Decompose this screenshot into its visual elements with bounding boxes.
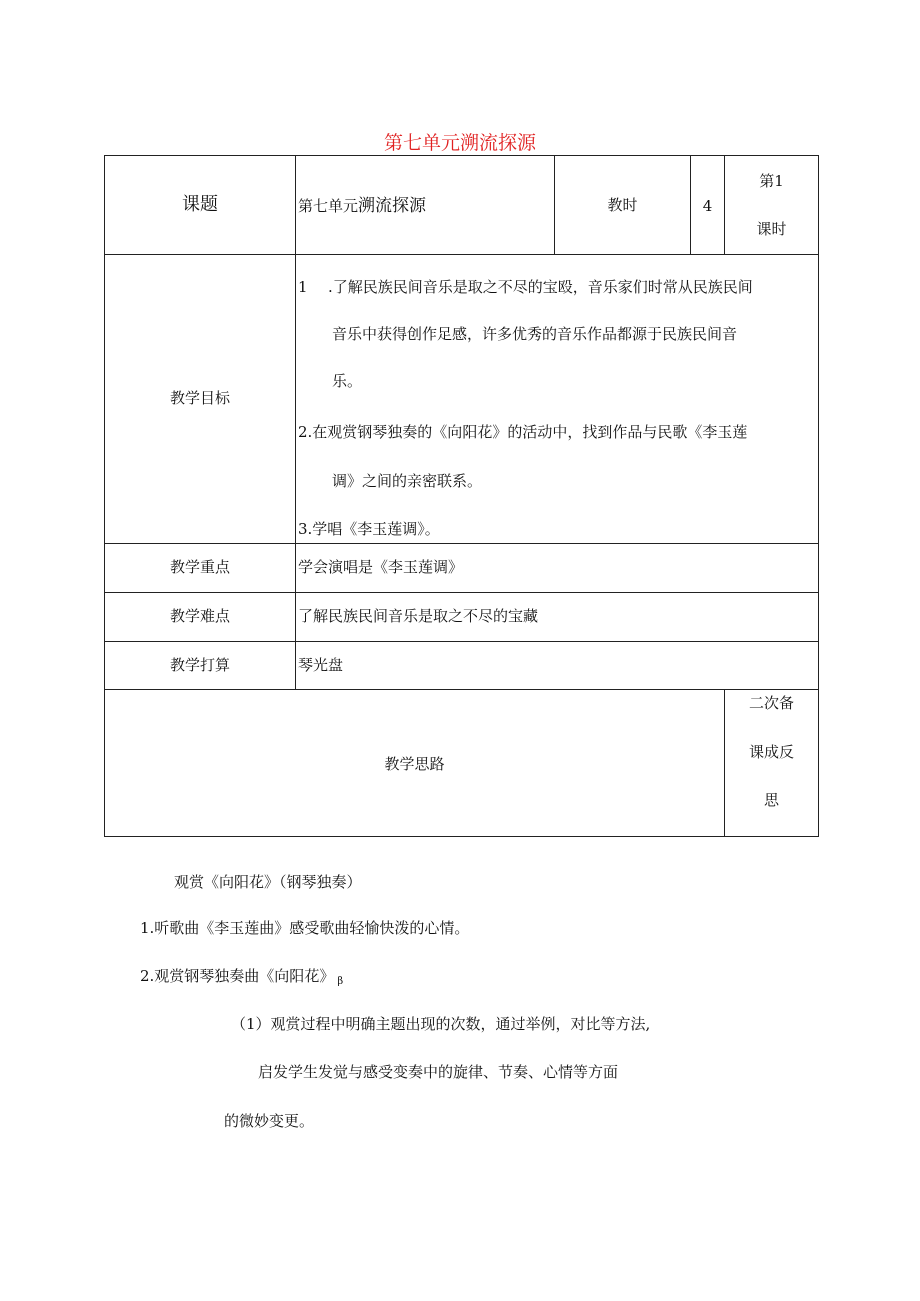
paragraph-1: 1.听歌曲《李玉莲曲》感受歌曲轻愉快泼的心情。 (140, 919, 470, 937)
section-heading: 观赏《向阳花》（钢琴独奏） (174, 873, 362, 891)
topic-main: 溯流探源 (358, 196, 427, 216)
row-divider (104, 641, 819, 642)
lesson-unit: 课时 (756, 220, 787, 238)
difficulty-label: 教学难点 (169, 607, 230, 625)
plan-value: 琴光盘 (298, 656, 344, 674)
objective-2-line-2: 调》之间的亲密联系。 (332, 472, 483, 490)
topic-prefix: 第七单元 (298, 197, 359, 215)
col-divider (295, 155, 296, 690)
row-divider (104, 254, 819, 255)
reflection-line-3: 思 (763, 791, 779, 809)
key-point-value: 学会演唱是《李玉莲调》 (298, 558, 464, 576)
topic-value (298, 195, 426, 217)
period-value: 4 (702, 197, 713, 215)
reflection-line-2: 课成反 (748, 743, 794, 761)
table-border-top (104, 155, 819, 156)
objective-1-line-1: .了解民族民间音乐是取之不尽的宝殴，音乐家们时常从民族民间 (328, 278, 753, 296)
row-divider (104, 592, 819, 593)
objective-1-line-2: 音乐中获得创作足感，许多优秀的音乐作品都源于民族民间音 (332, 325, 738, 343)
paragraph-2-text: 2.观赏钢琴独奏曲《向阳花》 (140, 967, 335, 985)
objective-3: 3.学唱《李玉莲调》。 (298, 520, 440, 538)
topic-label: 课题 (182, 194, 218, 215)
paragraph-3-line-3: 的微妙变更。 (224, 1112, 315, 1130)
page-title: 第七单元溯流探源 (383, 132, 536, 154)
row-divider (104, 689, 819, 690)
plan-label: 教学打算 (169, 656, 230, 674)
table-border-right (818, 155, 819, 837)
period-label: 教时 (607, 196, 638, 214)
objective-1-number: 1 (298, 278, 308, 296)
approach-label: 教学思路 (384, 755, 445, 773)
paragraph-2-mark: β (337, 976, 344, 987)
paragraph-3-line-2: 启发学生发觉与感受变奏中的旋律、节奏、心情等方面 (258, 1063, 619, 1081)
objective-2-line-1: 2.在观赏钢琴独奏的《向阳花》的活动中，找到作品与民歌《李玉莲 (298, 423, 748, 441)
paragraph-3-line-1: （1）观赏过程中明确主题出现的次数，通过举例，对比等方法, (231, 1015, 651, 1033)
paragraph-2 (140, 965, 343, 987)
reflection-line-1: 二次备 (748, 694, 794, 712)
lesson-number: 第1 (759, 172, 784, 190)
objective-1-line-3: 乐。 (332, 372, 363, 390)
table-border-bottom (104, 836, 819, 837)
key-point-label: 教学重点 (169, 558, 230, 576)
difficulty-value: 了解民族民间音乐是取之不尽的宝藏 (298, 607, 539, 625)
table-border-left (104, 155, 105, 837)
row-divider (104, 543, 819, 544)
objectives-label: 教学目标 (169, 389, 230, 407)
